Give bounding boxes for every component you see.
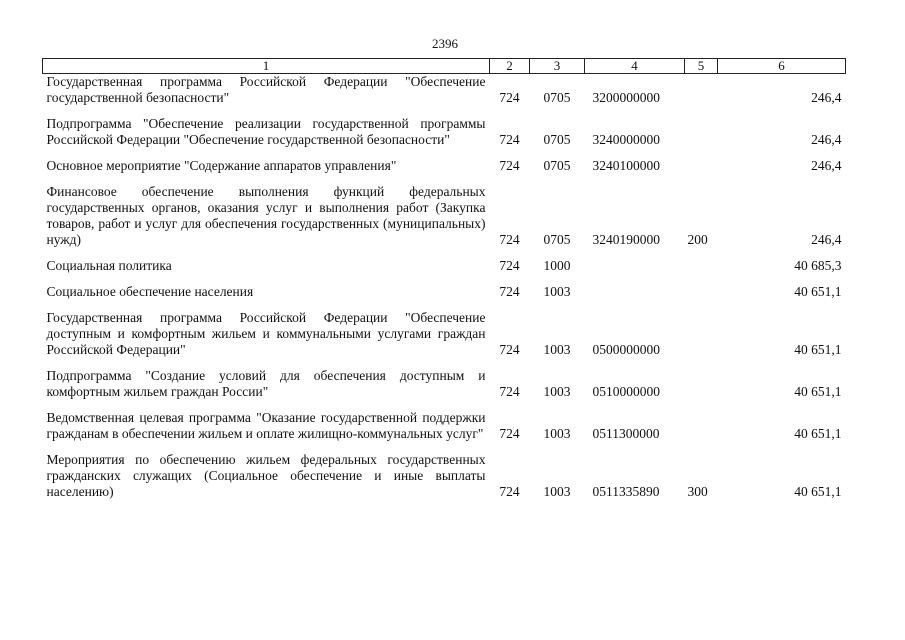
ministry-code: 724 (499, 158, 520, 173)
target-code: 3240000000 (592, 132, 660, 147)
row-name: Социальная политика (46, 258, 172, 273)
row-spacer (43, 274, 846, 284)
target-code (585, 284, 685, 300)
column-header-2: 2 (490, 59, 530, 74)
row-spacer (43, 148, 846, 158)
ministry-code: 724 (499, 426, 520, 441)
expense-type-code (685, 368, 718, 400)
ministry-code: 724 (499, 384, 520, 399)
expense-type-code (685, 310, 718, 358)
row-name: Социальное обеспечение населения (46, 284, 254, 299)
table-row (43, 184, 846, 248)
target-code: 3200000000 (592, 90, 660, 105)
row-spacer (43, 106, 846, 116)
target-code: 0511300000 (592, 426, 660, 441)
target-code: 0510000000 (592, 384, 660, 399)
amount: 246,4 (811, 90, 842, 105)
expense-type-code: 300 (687, 484, 708, 499)
table-row (43, 452, 846, 500)
row-name: Ведомственная целевая программа "Оказание государственной поддержки гражданам в обеспечении жильем и оплате жилищно-коммунальных услуг" (46, 410, 486, 441)
row-name: Финансовое обеспечение выполнения функций федеральных государственных органов, оказания услуг и выполнения работ (Закупка товаров, работ и услуг для обеспечения государственных (муниципальных) нужд) (46, 184, 486, 247)
section-code: 1003 (543, 484, 571, 499)
table-row (43, 368, 846, 400)
target-code: 0511335890 (592, 484, 660, 499)
target-code: 3240190000 (592, 232, 660, 247)
expense-type-code (685, 158, 718, 174)
column-header-5: 5 (685, 59, 718, 74)
table-row (43, 284, 846, 300)
expense-type-code: 200 (687, 232, 708, 247)
ministry-code: 724 (499, 284, 520, 299)
section-code: 1003 (543, 426, 571, 441)
column-header-4: 4 (585, 59, 685, 74)
row-name: Мероприятия по обеспечению жильем федеральных государственных гражданских служащих (Социальное обеспечение и иные выплаты населению) (46, 452, 486, 499)
ministry-code: 724 (499, 232, 520, 247)
table-row (43, 410, 846, 442)
section-code: 1003 (543, 384, 571, 399)
row-spacer (43, 442, 846, 452)
section-code: 0705 (543, 132, 571, 147)
row-spacer (43, 400, 846, 410)
row-name: Подпрограмма "Обеспечение реализации государственной программы Российской Федерации "Обеспечение государственной безопасности" (46, 116, 486, 147)
section-code: 0705 (543, 158, 571, 173)
target-code: 3240100000 (592, 158, 660, 173)
row-name: Подпрограмма "Создание условий для обеспечения доступным и комфортным жильем граждан России" (46, 368, 486, 399)
amount: 40 651,1 (794, 284, 842, 299)
table-row (43, 158, 846, 174)
section-code: 0705 (543, 90, 571, 105)
amount: 40 651,1 (794, 484, 842, 499)
amount: 246,4 (811, 132, 842, 147)
expense-type-code (685, 116, 718, 148)
amount: 40 651,1 (794, 426, 842, 441)
target-code (585, 258, 685, 274)
ministry-code: 724 (499, 90, 520, 105)
target-code: 0500000000 (592, 342, 660, 357)
table-body (43, 74, 846, 501)
expense-type-code (685, 284, 718, 300)
amount: 246,4 (811, 232, 842, 247)
row-spacer (43, 174, 846, 184)
ministry-code: 724 (499, 258, 520, 273)
section-code: 0705 (543, 232, 571, 247)
row-spacer (43, 248, 846, 258)
expense-type-code (685, 258, 718, 274)
row-spacer (43, 300, 846, 310)
ministry-code: 724 (499, 342, 520, 357)
row-name: Государственная программа Российской Федерации "Обеспечение доступным и комфортным жильем и коммунальными услугами граждан Российской Федерации" (46, 310, 486, 357)
section-code: 1003 (543, 284, 571, 299)
budget-table (42, 58, 846, 500)
row-name: Государственная программа Российской Федерации "Обеспечение государственной безопасности" (46, 74, 486, 105)
header-row (43, 59, 846, 74)
column-header-1: 1 (43, 59, 490, 74)
ministry-code: 724 (499, 132, 520, 147)
row-name: Основное мероприятие "Содержание аппаратов управления" (46, 158, 397, 173)
table-row (43, 74, 846, 107)
amount: 246,4 (811, 158, 842, 173)
row-spacer (43, 358, 846, 368)
table-header (43, 59, 846, 74)
section-code: 1003 (543, 342, 571, 357)
expense-type-code (685, 74, 718, 107)
ministry-code: 724 (499, 484, 520, 499)
amount: 40 685,3 (794, 258, 842, 273)
table-row (43, 310, 846, 358)
page-number: 2396 (432, 36, 458, 51)
amount: 40 651,1 (794, 384, 842, 399)
table-row (43, 116, 846, 148)
amount: 40 651,1 (794, 342, 842, 357)
section-code: 1000 (543, 258, 571, 273)
expense-type-code (685, 410, 718, 442)
column-header-3: 3 (530, 59, 585, 74)
column-header-6: 6 (718, 59, 846, 74)
table-row (43, 258, 846, 274)
